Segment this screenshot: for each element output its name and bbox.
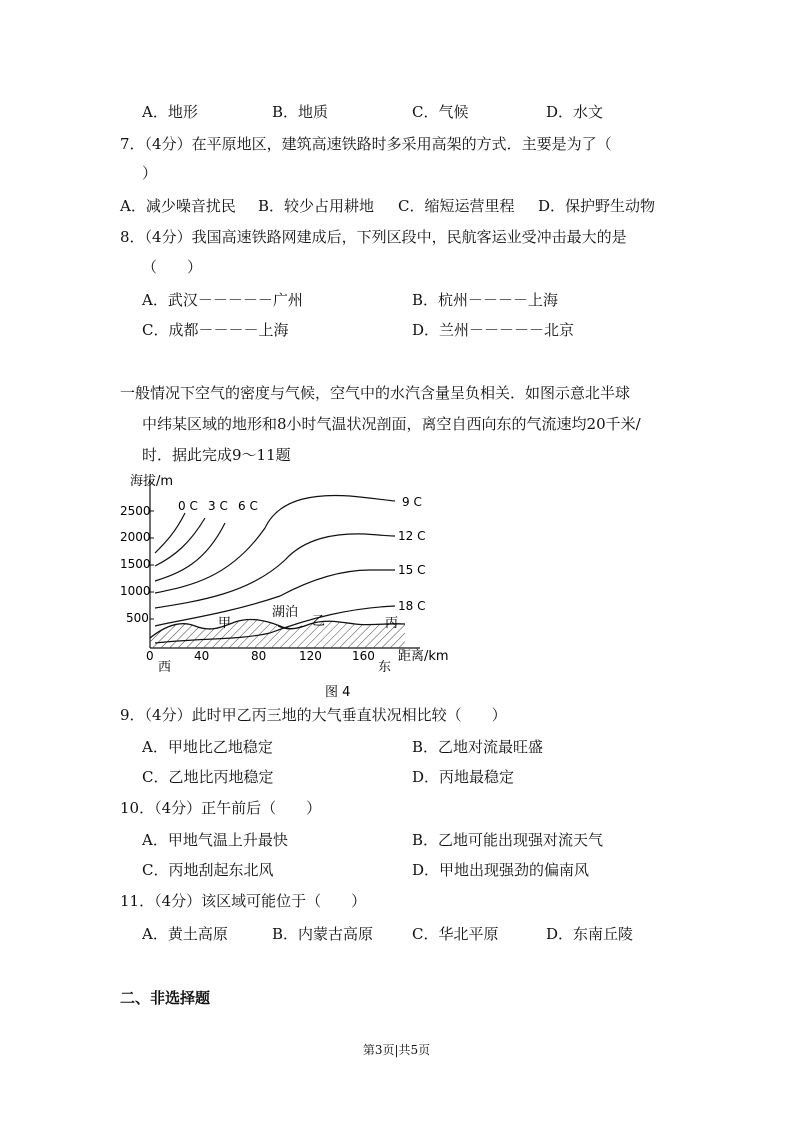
q10-option-a: A．甲地气温上升最快: [142, 831, 288, 849]
west-label: 西: [158, 660, 172, 675]
intro-line-3: 时．据此完成9～11题: [142, 446, 291, 464]
isotherm-label: 0 C: [178, 499, 198, 513]
q9-option-a: A．甲地比乙地稳定: [142, 738, 273, 756]
y-tick: 1000: [120, 584, 151, 598]
q7-option-d: D．保护野生动物: [538, 197, 656, 215]
intro-line-1: 一般情况下空气的密度与气候，空气中的水汽含量呈负相关．如图示意北半球: [120, 384, 631, 402]
q11-stem: 11．（4分）该区域可能位于（ ）: [120, 892, 367, 910]
y-tick: 2000: [120, 530, 151, 544]
q7-stem: 7．（4分）在平原地区，建筑高速铁路时多采用高架的方式．主要是为了（: [120, 135, 612, 153]
place-lake: 湖泊: [272, 605, 299, 620]
q11-option-c: C．华北平原: [412, 925, 499, 943]
isotherm-label: 15 C: [398, 563, 426, 577]
q9-option-c: C．乙地比丙地稳定: [142, 768, 274, 786]
x-axis-label: 距离/km: [398, 649, 449, 664]
isotherm-label: 6 C: [238, 499, 258, 513]
isotherm-3: [155, 518, 205, 566]
y-tick: 500: [126, 611, 149, 625]
q8-option-d: D．兰州－－－－－北京: [412, 321, 575, 339]
q10-option-c: C．丙地刮起东北风: [142, 861, 274, 879]
q6-option-a: A．地形: [142, 103, 198, 121]
figure-caption: 图 4: [325, 685, 351, 700]
page-footer: 第3页|共5页: [362, 1043, 431, 1057]
q8-stem: 8．（4分）我国高速铁路网建成后，下列区段中，民航客运业受冲击最大的是: [120, 228, 627, 246]
x-tick: 80: [251, 649, 267, 663]
x-tick: 120: [299, 649, 322, 663]
q6-option-c: C．气候: [412, 103, 469, 121]
isotherm-label: 3 C: [208, 499, 228, 513]
y-tick: 2500: [120, 504, 151, 518]
x-tick: 160: [352, 649, 375, 663]
q6-option-b: B．地质: [272, 103, 329, 121]
y-tick: 1500: [120, 557, 151, 571]
q6-option-d: D．水文: [546, 103, 604, 121]
q8-option-b: B．杭州－－－－上海: [412, 291, 559, 309]
x-tick: 40: [194, 649, 210, 663]
intro-line-2: 中纬某区域的地形和8小时气温状况剖面，离空自西向东的气流速均20千米/: [142, 415, 641, 433]
place-jia: 甲: [218, 616, 232, 631]
q11-option-a: A．黄土高原: [142, 925, 228, 943]
q8-option-c: C．成都－－－－上海: [142, 321, 289, 339]
q9-option-b: B．乙地对流最旺盛: [412, 738, 544, 756]
section-heading: 二、非选择题: [120, 989, 211, 1007]
terrain-temperature-profile-figure: [120, 468, 460, 703]
y-axis-label: 海拔/m: [130, 474, 174, 489]
q9-option-d: D．丙地最稳定: [412, 768, 515, 786]
q7-option-c: C．缩短运营里程: [398, 197, 515, 215]
x-tick: 0: [146, 649, 154, 663]
isotherm-label: 18 C: [398, 599, 426, 613]
q9-stem: 9．（4分）此时甲乙丙三地的大气垂直状况相比较（ ）: [120, 706, 507, 724]
isotherm-6: [155, 523, 225, 581]
place-yi: 乙: [312, 614, 326, 629]
q7-option-b: B．较少占用耕地: [258, 197, 375, 215]
isotherm-label: 12 C: [398, 529, 426, 543]
isotherm-label: 9 C: [402, 495, 422, 509]
q10-stem: 10．（4分）正午前后（ ）: [120, 799, 322, 817]
q10-option-d: D．甲地出现强劲的偏南风: [412, 861, 590, 879]
q10-option-b: B．乙地可能出现强对流天气: [412, 831, 604, 849]
place-bing: 丙: [385, 616, 399, 631]
q11-option-b: B．内蒙古高原: [272, 925, 374, 943]
q8-stem-end: （ ）: [142, 258, 203, 276]
isotherm-0: [155, 513, 185, 553]
q7-stem-end: ）: [142, 164, 158, 182]
q11-option-d: D．东南丘陵: [546, 925, 634, 943]
q8-option-a: A．武汉－－－－－广州: [142, 291, 303, 309]
q7-option-a: A．减少噪音扰民: [120, 197, 236, 215]
east-label: 东: [378, 660, 392, 675]
